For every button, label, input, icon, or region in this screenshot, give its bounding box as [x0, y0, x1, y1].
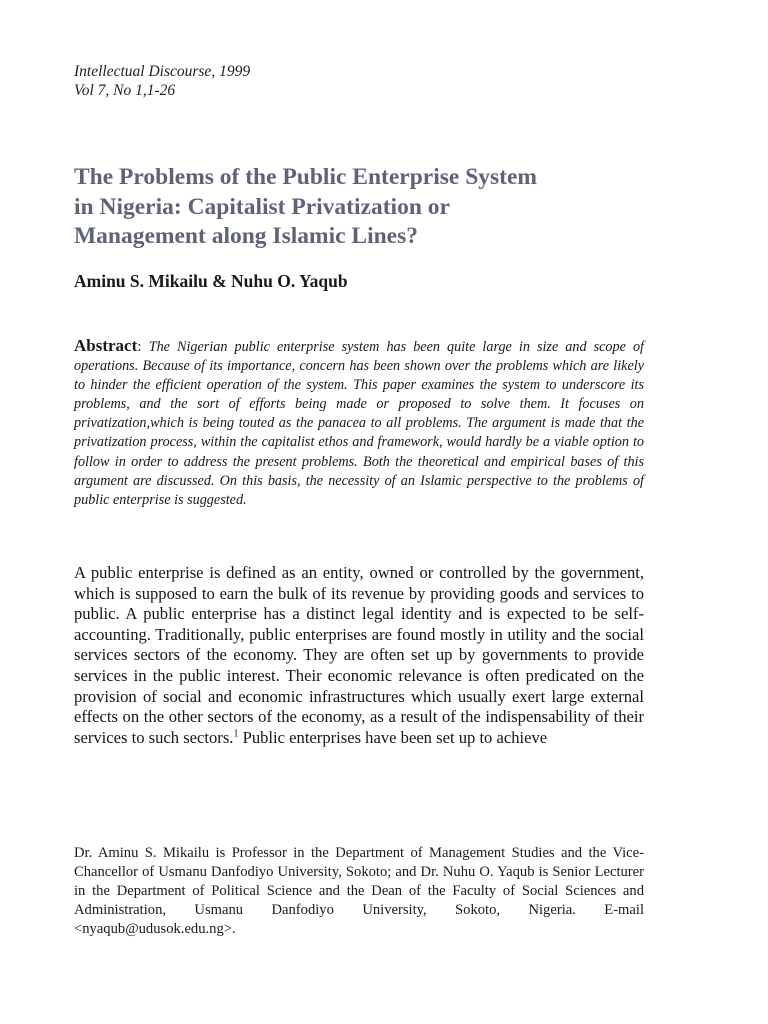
paper-title-line-3: Management along Islamic Lines? — [74, 223, 419, 249]
footnote-marker: 1 — [233, 728, 239, 740]
abstract-separator: : — [137, 339, 149, 355]
abstract — [74, 336, 644, 510]
paper-title — [74, 163, 674, 252]
paper-title-line-2: in Nigeria: Capitalist Privatization or — [74, 193, 450, 220]
journal-citation — [74, 62, 250, 100]
abstract-label: Abstract — [74, 336, 138, 355]
journal-name-year: Intellectual Discourse, 1999 — [74, 63, 251, 80]
body-text-continued: Public enterprises have been set up to achieve — [238, 727, 548, 747]
body-paragraph — [74, 563, 644, 748]
abstract-text: The Nigerian public enterprise system has been quite large in size and scope of operations. Because of its importance, concern has been shown over the problems which are likely to hinder the efficient operation of the system. This paper examines the system to underscore its problems, and the sort of efforts being made or proposed to solve them. It focuses on privatization,which is being touted as the panacea to all problems. The argument is made that the privatization process, within the capitalist ethos and framework, would hardly be a viable option to follow in order to address the present problems. Both the theoretical and empirical bases of this argument are discussed. On this basis, the necessity of an Islamic perspective to the problems of public enterprise is suggested. — [74, 339, 644, 508]
body-text: A public enterprise is defined as an entity, owned or controlled by the government, which is supposed to earn the bulk of its revenue by providing goods and services to public. A public enterprise has a distinct legal identity and is expected to be self-accounting. Traditionally, public enterprises are found mostly in utility and the social services sectors of the economy. They are often set up by governments to provide services in the public interest. Their economic relevance is often predicated on the provision of social and economic infrastructures which usually exert large external effects on the other sectors of the economy, as a result of the indispensability of their services to such sectors. — [74, 563, 644, 747]
paper-title-line-1: The Problems of the Public Enterprise System — [74, 164, 538, 190]
author-footnote: Dr. Aminu S. Mikailu is Professor in the Department of Management Studies and the Vice-Chancellor of Usmanu Danfodiyo University, Sokoto; and Dr. Nuhu O. Yaqub is Senior Lecturer in the Department of Political Science and the Dean of the Faculty of Social Sciences and Administration, Usmanu Danfodiyo University, Sokoto, Nigeria. E-mail <nyaqub@udusok.edu.ng>. — [74, 845, 644, 937]
journal-volume-pages: Vol 7, No 1,1-26 — [74, 82, 176, 99]
paper-authors: Aminu S. Mikailu & Nuhu O. Yaqub — [74, 271, 348, 291]
